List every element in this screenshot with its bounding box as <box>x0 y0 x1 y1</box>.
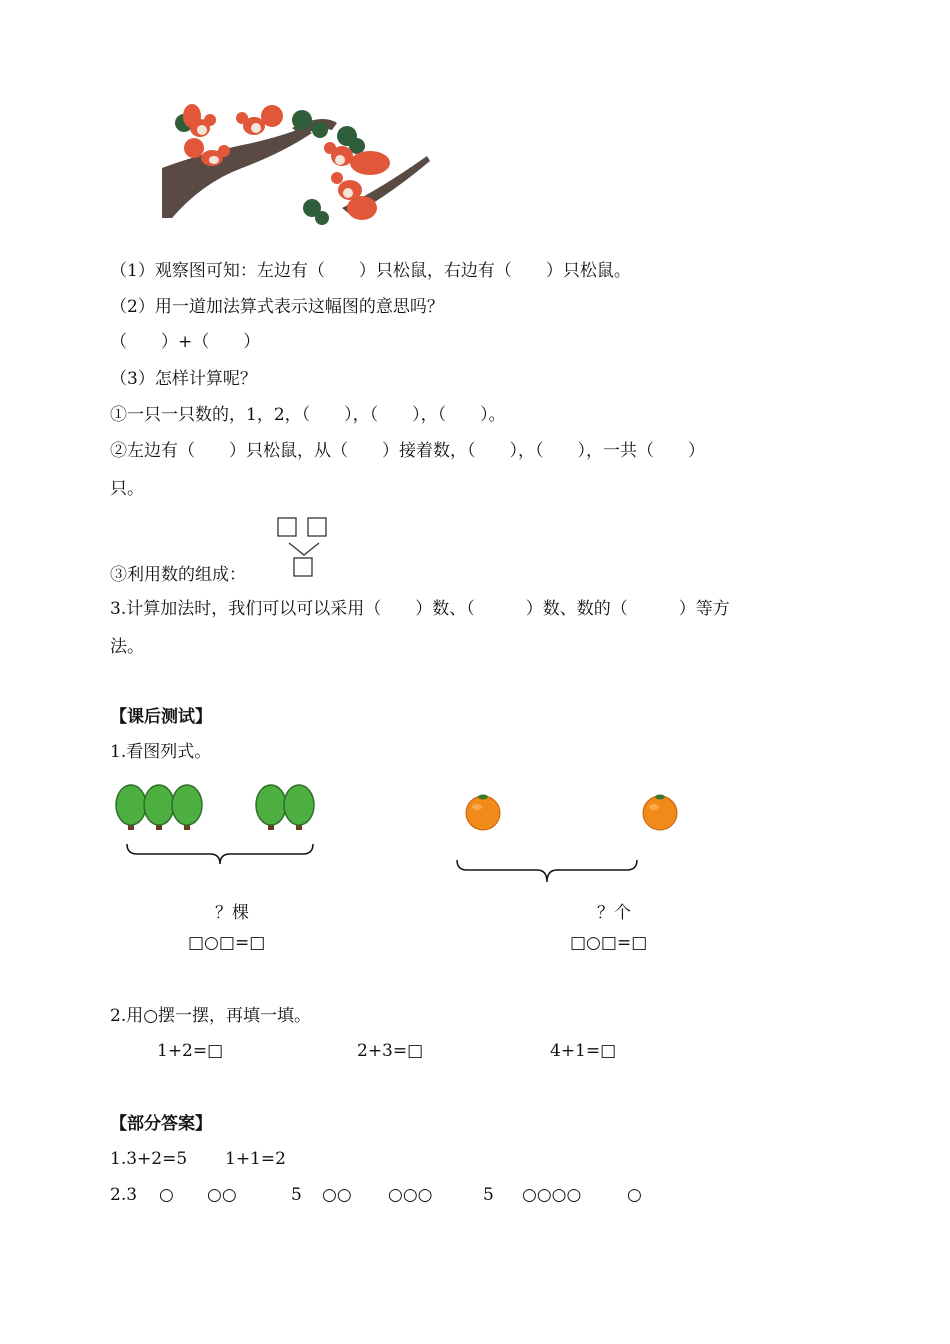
method2-text-line1: ②左边有（ ）只松鼠，从（ ）接着数，（ ），（ ），一共（ ） <box>110 441 705 461</box>
answer-2-circles5: ○○○○ <box>522 1185 582 1205</box>
q3-text: （3）怎样计算呢？ <box>110 369 257 389</box>
orange-icon <box>463 792 503 832</box>
test-q2-text: 2.用○摆一摆，再填一填。 <box>110 1006 312 1026</box>
equation-1: 1+2=□ <box>157 1041 224 1061</box>
method3-text: ③利用数的组成： <box>110 565 246 585</box>
section3-text-line2: 法。 <box>110 637 144 657</box>
answer-2-circles3: ○○ <box>322 1185 352 1205</box>
answers-heading: 【部分答案】 <box>110 1114 212 1134</box>
tree-icon <box>144 785 174 830</box>
answer-2-num1: 2.3 <box>110 1185 138 1205</box>
trees-question-label: ？棵 <box>215 903 249 923</box>
oranges-brace <box>455 858 640 884</box>
method1-text: ①一只一只数的，1，2，（ ），（ ），（ ）。 <box>110 405 506 425</box>
answer-1-part1: 1.3+2=5 <box>110 1149 188 1169</box>
tree-icon <box>284 785 314 830</box>
orange-icon <box>640 792 680 832</box>
oranges-formula: □○□=□ <box>570 933 648 953</box>
equation-3: 4+1=□ <box>550 1041 617 1061</box>
answer-2-circles6: ○ <box>627 1185 642 1205</box>
answer-2-circles1: ○ <box>159 1185 174 1205</box>
tree-icon <box>172 785 202 830</box>
answer-2-circles2: ○○ <box>207 1185 237 1205</box>
section3-text-line1: 3.计算加法时，我们可以可以采用（ ）数、（ ）数、数的（ ）等方 <box>110 599 730 619</box>
answer-1-part2: 1+1=2 <box>225 1149 286 1169</box>
tree-icon <box>116 785 146 830</box>
tree-icon <box>256 785 286 830</box>
answer-2-circles4: ○○○ <box>388 1185 433 1205</box>
test-q1-text: 1.看图列式。 <box>110 742 212 762</box>
equation-2: 2+3=□ <box>357 1041 424 1061</box>
q2-text: （2）用一道加法算式表示这幅图的意思吗？ <box>110 297 444 317</box>
test-heading: 【课后测试】 <box>110 707 212 727</box>
squirrels-on-branch-illustration <box>162 98 432 228</box>
answer-2-num2: 5 <box>291 1185 302 1205</box>
q1-text: （1）观察图可知：左边有（ ）只松鼠，右边有（ ）只松鼠。 <box>110 261 631 281</box>
trees-formula: □○□=□ <box>188 933 266 953</box>
method2-text-line2: 只。 <box>110 479 144 499</box>
number-composition-diagram <box>275 515 335 577</box>
q2-blank-formula: （ ）+（ ） <box>110 332 261 352</box>
answer-2-num3: 5 <box>483 1185 494 1205</box>
oranges-question-label: ？个 <box>597 903 631 923</box>
trees-brace <box>125 842 315 866</box>
